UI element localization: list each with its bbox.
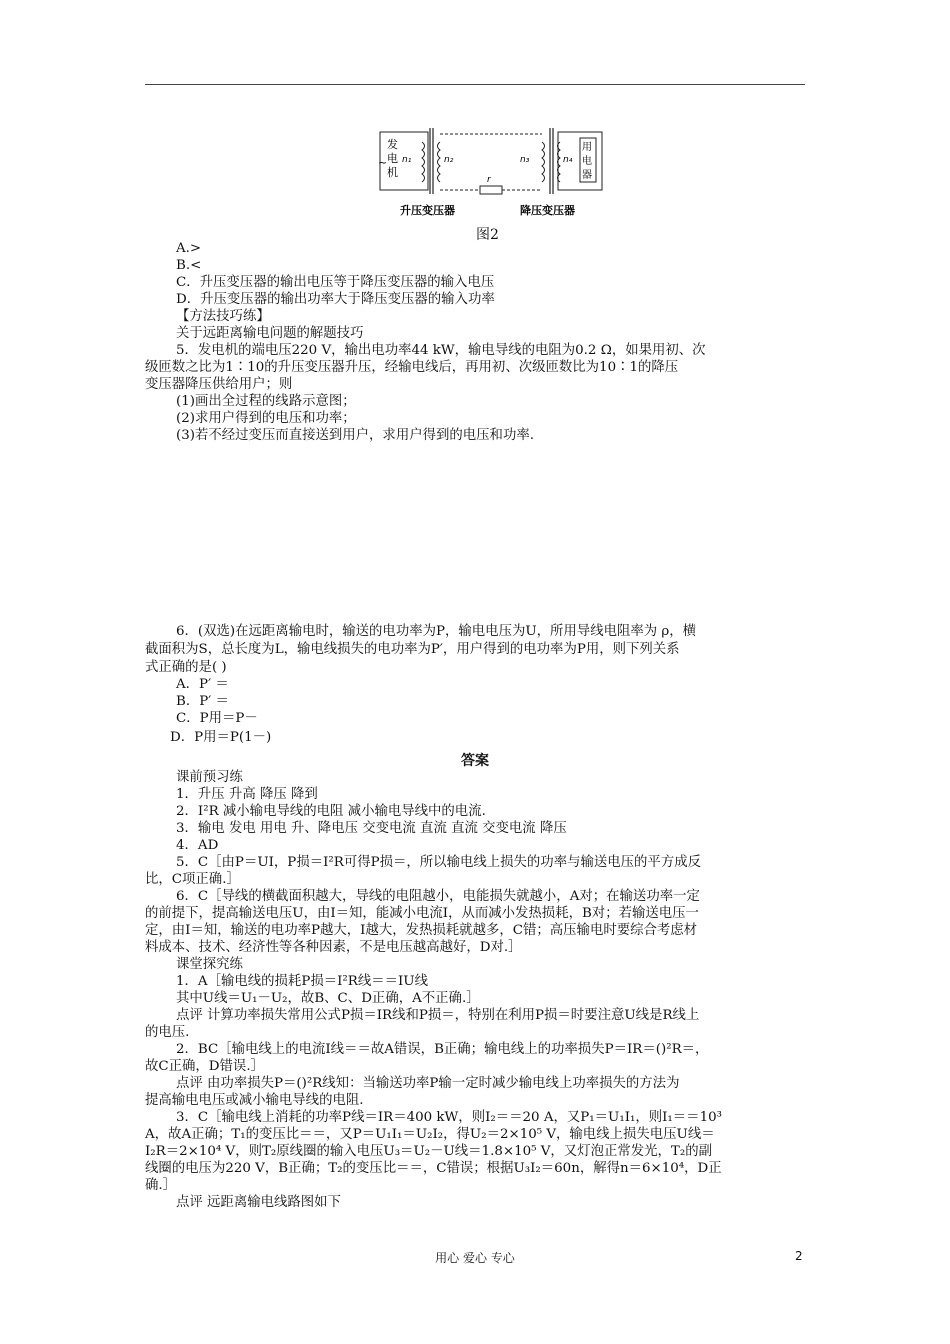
n3-label: n₃ <box>520 155 530 165</box>
generator-char-3: 机 <box>387 166 398 179</box>
answer-line: 确.］ <box>145 1178 177 1193</box>
page-footer: 用心 爱心 专心 <box>435 1251 515 1265</box>
answer-line: 4．AD <box>176 838 219 853</box>
answer-line: 6．C［导线的横截面积越大，导线的电阻越小，电能损失就越小，A对；在输送功率一定 <box>176 889 700 904</box>
question-5-part-1: (1)画出全过程的线路示意图； <box>176 394 356 409</box>
step-up-label: 升压变压器 <box>400 204 455 217</box>
appliance-char-2: 电 <box>582 156 592 167</box>
answer-line: 课前预习练 <box>176 770 243 785</box>
generator-char-1: 发 <box>387 138 398 151</box>
option-a: A.> <box>176 241 202 256</box>
answer-line: 1．A［输电线的损耗P损＝I²R线＝＝IU线 <box>176 974 428 989</box>
appliance-char-1: 用 <box>582 142 592 153</box>
answer-line: 的电压. <box>145 1025 190 1040</box>
answer-line: 3．输电 发电 用电 升、降电压 交变电流 直流 直流 交变电流 降压 <box>176 821 567 836</box>
answer-line: 2．I²R 减小输电导线的电阻 减小输电导线中的电流. <box>176 804 486 819</box>
answer-line: 课堂探究练 <box>176 957 243 972</box>
appliance-char-3: 器 <box>582 170 592 181</box>
question-6-line-3: 式正确的是( ) <box>145 660 227 675</box>
n4-label: n₄ <box>563 155 573 165</box>
resistor-r <box>480 186 502 194</box>
question-6-line-2: 截面积为S，总长度为L，输电线损失的电功率为P′，用户得到的电功率为P用，则下列关系 <box>145 642 680 657</box>
answer-line: 的前提下，提高输送电压U，由I＝知，能减小电流I，从而减小发热损耗，B对；若输送电压一 <box>145 906 699 921</box>
method-subtitle: 关于远距离输电问题的解题技巧 <box>176 326 364 341</box>
coil-n2 <box>438 142 441 182</box>
answer-line: 5．C［由P＝UI，P损＝I²R可得P损＝，所以输电线上损失的功率与输送电压的平方成反 <box>176 855 701 870</box>
answers-heading: 答案 <box>461 753 489 769</box>
transmission-circuit-diagram <box>372 128 612 228</box>
ac-symbol: ~ <box>378 156 388 169</box>
answer-line: 1．升压 升高 降压 降到 <box>176 787 318 802</box>
question-5-line-2: 级匝数之比为1∶10的升压变压器升压，经输电线后，再用初、次级匝数比为10∶1的降压 <box>145 360 679 375</box>
answer-line: 2．BC［输电线上的电流I线＝＝故A错误，B正确；输电线上的功率损失P＝IR＝()²R＝， <box>176 1042 709 1057</box>
step-down-label: 降压变压器 <box>520 204 575 217</box>
answer-line: 点评 计算功率损失常用公式P损＝IR线和P损＝，特别在利用P损＝时要注意U线是R线上 <box>176 1008 700 1023</box>
answer-line: 其中U线＝U₁－U₂，故B、C、D正确，A不正确.］ <box>176 991 480 1006</box>
answer-line: 点评 由功率损失P＝()²R线知：当输送功率P输一定时减少输电线上功率损失的方法为 <box>176 1076 680 1091</box>
generator-char-2: 电 <box>387 152 398 165</box>
answer-line: I₂R＝2×10⁴ V，则T₂原线圈的输入电压U₃＝U₂－U线＝1.8×10⁵ V，又灯泡正常发光，T₂的副 <box>145 1144 713 1159</box>
answer-line: 线圈的电压为220 V，B正确；T₂的变压比＝＝，C错误；根据U₃I₂＝60n，解得n＝6×10⁴，D正 <box>145 1161 722 1176</box>
r-label: r <box>487 175 491 185</box>
option-b: B.< <box>176 258 202 273</box>
question-5-line-1: 5．发电机的端电压220 V，输出电功率44 kW，输电导线的电阻为0.2 Ω，如果用初、次 <box>176 343 706 358</box>
method-heading: 【方法技巧练】 <box>176 309 270 324</box>
question-6-option-c: C．P用＝P－ <box>176 711 258 726</box>
answer-line: 定，由I＝知，输送的电功率P越大，I越大，发热损耗就越多，C错；高压输电时要综合考虑材 <box>145 923 698 938</box>
page-number: 2 <box>795 1249 803 1263</box>
figure-caption: 图2 <box>476 227 499 243</box>
n2-label: n₂ <box>444 155 454 165</box>
option-d: D．升压变压器的输出功率大于降压变压器的输入功率 <box>176 292 495 307</box>
question-6-option-d: D．P用＝P(1－) <box>170 730 272 745</box>
question-6-line-1: 6．(双选)在远距离输电时，输送的电功率为P，输电电压为U，所用导线电阻率为 ρ，横 <box>176 624 697 639</box>
question-5-part-3: (3)若不经过变压而直接送到用户，求用户得到的电压和功率. <box>176 428 534 443</box>
question-6-option-b: B．P′ ＝ <box>176 694 229 709</box>
coil-n3 <box>542 142 545 182</box>
question-5-part-2: (2)求用户得到的电压和功率； <box>176 411 356 426</box>
option-c: C．升压变压器的输出电压等于降压变压器的输入电压 <box>176 275 495 290</box>
n1-label: n₁ <box>402 155 412 165</box>
answer-line: 3．C［输电线上消耗的功率P线＝IR＝400 kW，则I₂＝＝20 A，又P₁＝U₁I₁，则I₁＝＝10³ <box>176 1110 722 1125</box>
question-5-line-3: 变压器降压供给用户；则 <box>145 377 293 392</box>
answer-line: 提高输电电压或减小输电导线的电阻. <box>145 1093 364 1108</box>
header-rule <box>145 84 805 85</box>
answer-line: 比，C项正确.］ <box>145 872 240 887</box>
coil-n1 <box>422 142 425 182</box>
answer-line: 点评 远距离输电线路图如下 <box>176 1195 341 1210</box>
answer-line: 料成本、技术、经济性等各种因素，不是电压越高越好，D对.］ <box>145 940 522 955</box>
question-6-option-a: A．P′ ＝ <box>176 677 229 692</box>
answer-line: A，故A正确；T₁的变压比＝＝，又P＝U₁I₁＝U₂I₂，得U₂＝2×10⁵ V，输电线上损失电压U线＝ <box>145 1127 715 1142</box>
answer-line: 故C正确，D错误.］ <box>145 1059 264 1074</box>
